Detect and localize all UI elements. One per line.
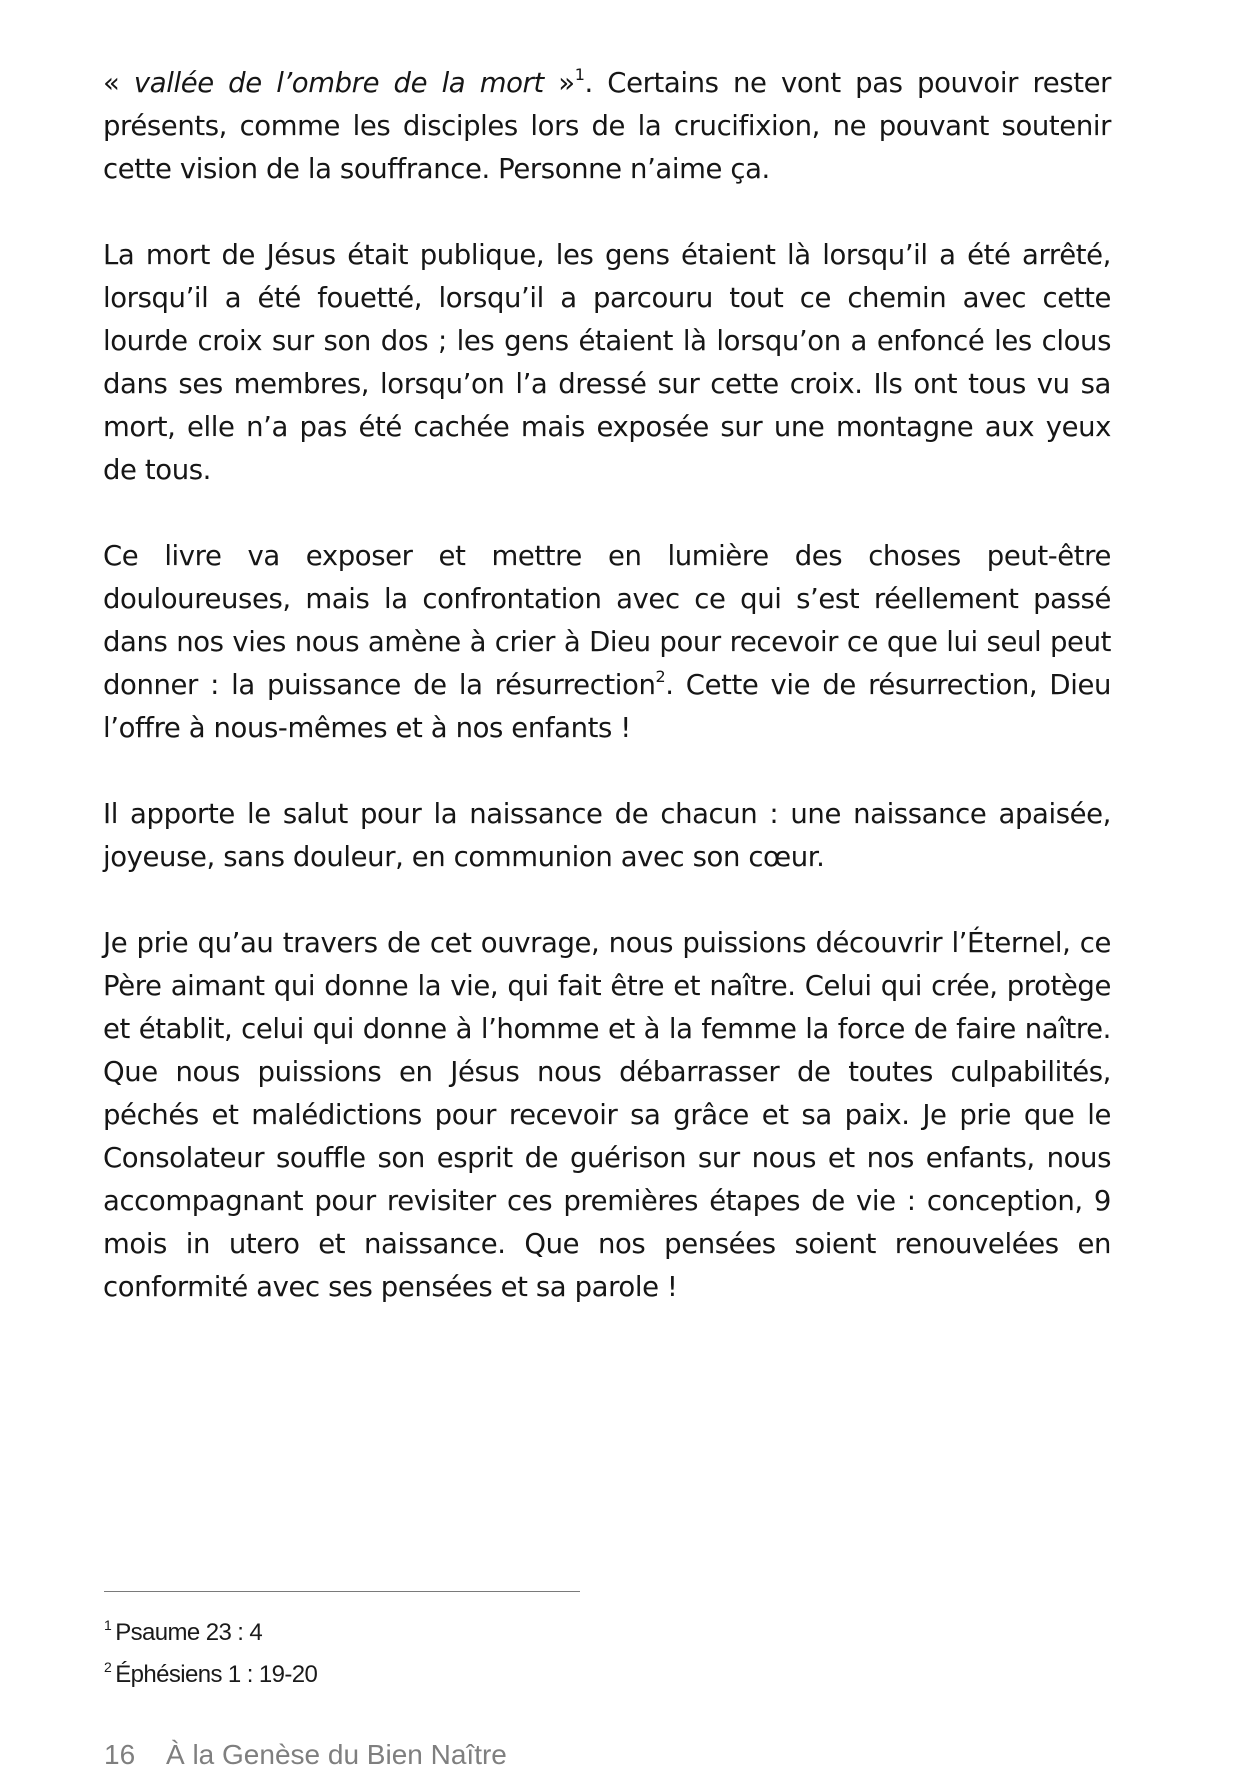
paragraph	[103, 234, 1111, 492]
footnote-marker: 2	[104, 1659, 112, 1675]
italic-quote: vallée de l’ombre de la mort	[133, 67, 544, 99]
page-number: 16	[104, 1739, 136, 1770]
text-run: Ce livre va exposer et mettre en lumière des choses peut-être douloureuses, mais la confrontation avec ce qui s’est réellement passé dans nos vies nous amène à crier à Dieu pour recevoir ce que lui seul peut donner : la puissance de la résurrection	[103, 540, 1111, 701]
text-run: . Certains ne vont pas pouvoir rester présents, comme les disciples lors de la crucifixion, ne pouvant soutenir cette vision de la souffrance. Personne n’aime ça.	[103, 67, 1111, 185]
text-run: Je prie qu’au travers de cet ouvrage, nous puissions découvrir l’Éternel, ce Père aimant qui donne la vie, qui fait être et naître. Celui qui crée, protège et établit, celui qui donne à l’homme et à la femme la force de faire naître. Que nous puissions en Jésus nous débarrasser de toutes culpabilités, péchés et malédictions pour recevoir sa grâce et sa paix. Je prie que le Consolateur souffle son esprit de guérison sur nous et nos enfants, nous accompagnant pour revisiter ces premières étapes de vie : conception, 9 mois in utero et naissance. Que nos pensées soient renouvelées en conformité avec ses pensées et sa parole !	[103, 927, 1111, 1303]
page-footer	[104, 1738, 507, 1772]
paragraph	[103, 535, 1111, 750]
footnotes	[104, 1612, 317, 1696]
text-run: Il apporte le salut pour la naissance de chacun : une naissance apaisée, joyeuse, sans douleur, en communion avec son cœur.	[103, 798, 1111, 873]
text-run: . Cette vie de résurrection, Dieu l’offre à nous-mêmes et à nos enfants !	[103, 669, 1111, 744]
footnote-reference[interactable]: 1	[574, 65, 585, 84]
paragraph	[103, 793, 1111, 879]
footnote-reference[interactable]: 2	[655, 667, 666, 686]
running-title: À la Genèse du Bien Naître	[166, 1739, 507, 1770]
footnote-marker: 1	[104, 1617, 112, 1633]
text-run: »	[543, 67, 575, 99]
footnote-text: Éphésiens 1 : 19-20	[115, 1661, 318, 1688]
text-run: «	[103, 67, 134, 99]
footnote-separator	[104, 1591, 580, 1592]
text-run: La mort de Jésus était publique, les gens étaient là lorsqu’il a été arrêté, lorsqu’il a été fouetté, lorsqu’il a parcouru tout ce chemin avec cette lourde croix sur son dos ; les gens étaient là lorsqu’on a enfoncé les clous dans ses membres, lorsqu’on l’a dressé sur cette croix. Ils ont tous vu sa mort, elle n’a pas été cachée mais exposée sur une montagne aux yeux de tous.	[103, 239, 1111, 486]
footnote-text: Psaume 23 : 4	[115, 1619, 263, 1646]
footnote	[104, 1654, 317, 1696]
footnote	[104, 1612, 317, 1654]
body-text	[103, 62, 1111, 1309]
paragraph	[103, 62, 1111, 191]
paragraph	[103, 922, 1111, 1309]
